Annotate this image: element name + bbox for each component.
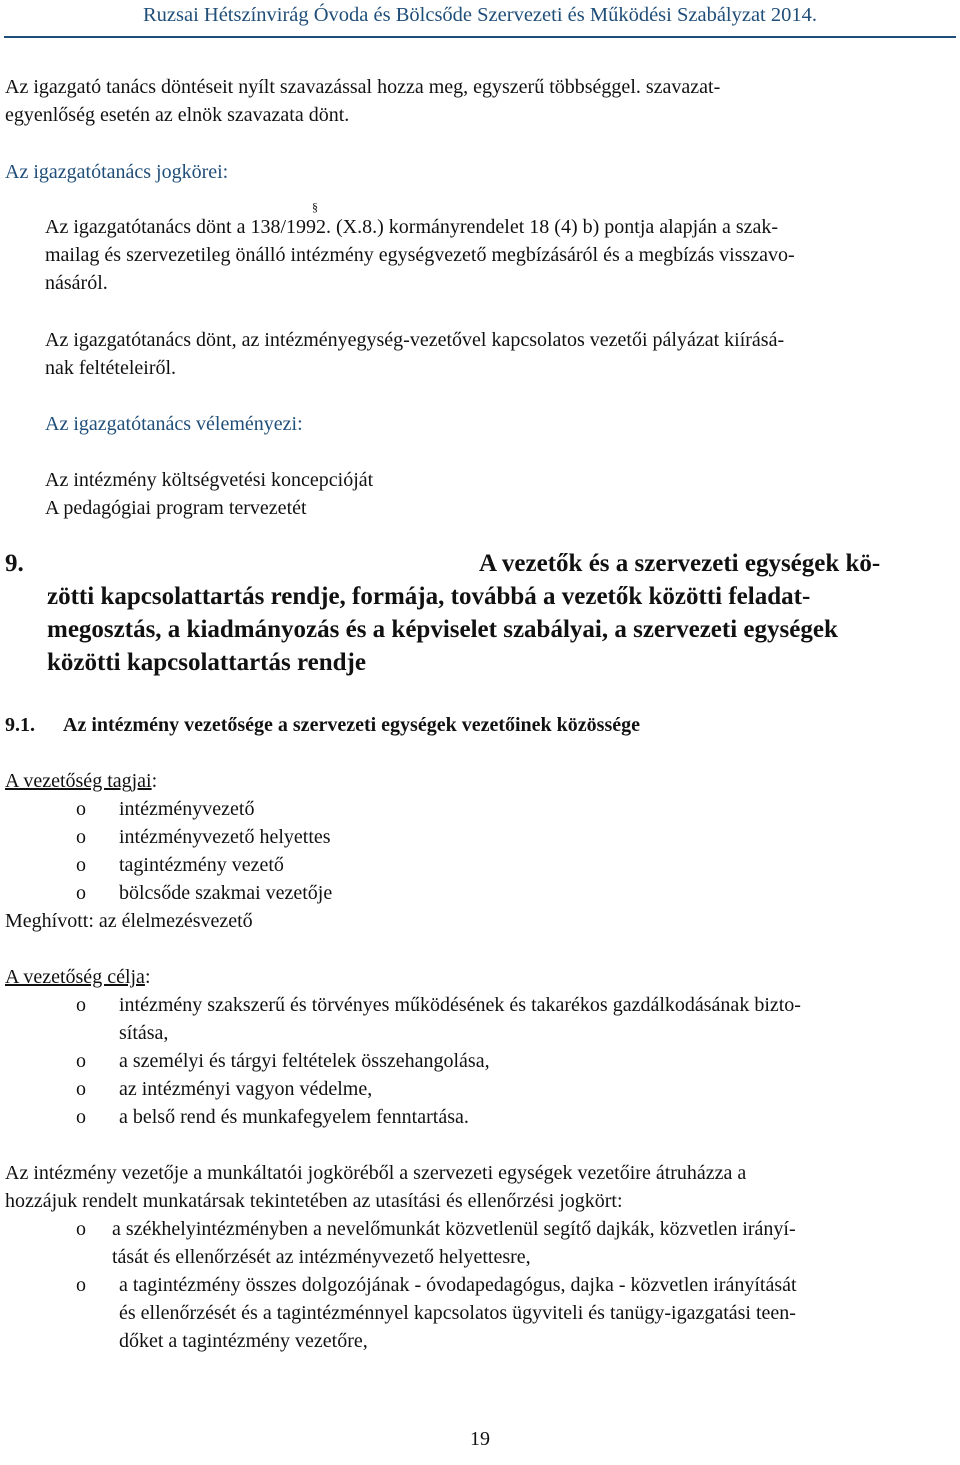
delegation-item-1-line-1: a székhelyintézményben a nevelőmunkát közvetlenül segítő dajkák, közvetlen irányí- xyxy=(112,1218,796,1240)
tagjai-item: intézményvezető xyxy=(119,798,255,820)
velemenyezi-item: A pedagógiai program tervezetét xyxy=(45,497,307,519)
delegation-item-2-line-1: a tagintézmény összes dolgozójának - óvodapedagógus, dajka - közvetlen irányítását xyxy=(119,1274,797,1296)
paragraph-4-line-1: Az intézmény vezetője a munkáltatói jogköréből a szervezeti egységek vezetőire átruházza a xyxy=(5,1162,747,1184)
section-9-1-number: 9.1. xyxy=(5,714,35,736)
paragraph-3-line-2: nak feltételeiről. xyxy=(45,357,177,379)
delegation-item-2-line-3: dőket a tagintézmény vezetőre, xyxy=(119,1330,368,1352)
bullet-icon: o xyxy=(76,854,86,876)
jogkorei-heading: Az igazgatótanács jogkörei: xyxy=(5,161,229,183)
bullet-icon: o xyxy=(76,882,86,904)
header-rule xyxy=(4,36,956,38)
paragraph-2-line-2: mailag és szervezetileg önálló intézmény egységvezető megbízásáról és a megbízás visszavo- xyxy=(45,244,795,266)
tagjai-heading-colon: : xyxy=(151,770,158,792)
celja-heading xyxy=(5,963,151,991)
bullet-icon: o xyxy=(76,798,86,820)
tagjai-heading xyxy=(5,767,157,795)
paragraph-1 xyxy=(5,73,955,129)
paragraph-3-line-1: Az igazgatótanács dönt, az intézményegység-vezetővel kapcsolatos vezetői pályázat kiírásá- xyxy=(45,329,785,351)
chapter-9-number: 9. xyxy=(5,550,24,577)
invited-line: Meghívott: az élelmezésvezető xyxy=(5,910,253,932)
tagjai-item: bölcsőde szakmai vezetője xyxy=(119,882,333,904)
velemenyezi-item: Az intézmény költségvetési koncepcióját xyxy=(45,469,374,491)
bullet-icon: o xyxy=(76,1218,86,1240)
bullet-icon: o xyxy=(76,826,86,848)
chapter-9-title-line-2: zötti kapcsolattartás rendje, formája, továbbá a vezetők közötti feladat- xyxy=(47,583,811,610)
chapter-9-title-line-1: A vezetők és a szervezeti egységek kö- xyxy=(479,550,881,577)
tagjai-heading-text: A vezetőség tagjai xyxy=(5,770,152,792)
page-number: 19 xyxy=(470,1428,490,1450)
paragraph-2-line-3: násáról. xyxy=(45,272,108,294)
celja-heading-text: A vezetőség célja xyxy=(5,966,145,988)
section-9-1-title: Az intézmény vezetősége a szervezeti egységek vezetőinek közössége xyxy=(63,714,640,736)
bullet-icon: o xyxy=(76,1078,86,1100)
page-header-title: Ruzsai Hétszínvirág Óvoda és Bölcsőde Szervezeti és Működési Szabályzat 2014. xyxy=(142,4,818,26)
delegation-item-2-line-2: és ellenőrzését és a tagintézménnyel kapcsolatos ügyviteli és tanügy-igazgatási teen- xyxy=(119,1302,796,1324)
celja-item-1-line-2: sítása, xyxy=(119,1022,169,1044)
paragraph-2-line-1-text: Az igazgatótanács dönt a 138/1992. (X.8.) kormányrendelet 18 (4) b) pontja alapján a szak- xyxy=(45,216,779,238)
paragraph-1-line-2: egyenlőség esetén az elnök szavazata dönt. xyxy=(5,104,350,126)
chapter-9-title-line-3: megosztás, a kiadmányozás és a képviselet szabályai, a szervezeti egységek xyxy=(47,616,838,643)
celja-item-4: a belső rend és munkafegyelem fenntartása. xyxy=(119,1106,469,1128)
tagjai-item: tagintézmény vezető xyxy=(119,854,284,876)
delegation-item-1-line-2: tását és ellenőrzését az intézményvezető helyettesre, xyxy=(112,1246,531,1268)
bullet-icon: o xyxy=(76,1274,86,1296)
chapter-9-title-line-4: közötti kapcsolattartás rendje xyxy=(47,649,366,676)
velemenyezi-heading: Az igazgatótanács véleményezi: xyxy=(45,413,303,435)
celja-item-3: az intézményi vagyon védelme, xyxy=(119,1078,373,1100)
celja-item-2: a személyi és tárgyi feltételek összehangolása, xyxy=(119,1050,490,1072)
paragraph-2-line-1 xyxy=(45,213,778,241)
bullet-icon: o xyxy=(76,1106,86,1128)
tagjai-item: intézményvezető helyettes xyxy=(119,826,331,848)
bullet-icon: o xyxy=(76,994,86,1016)
celja-heading-colon: : xyxy=(144,966,151,988)
paragraph-1-line-1: Az igazgató tanács döntéseit nyílt szavazással hozza meg, egyszerű többséggel. szavazat- xyxy=(5,76,721,98)
celja-item-1-line-1: intézmény szakszerű és törvényes működésének és takarékos gazdálkodásának bizto- xyxy=(119,994,801,1016)
bullet-icon: o xyxy=(76,1050,86,1072)
paragraph-4-line-2: hozzájuk rendelt munkatársak tekintetében az utasítási és ellenőrzési jogkört: xyxy=(5,1190,623,1212)
section-sign: § xyxy=(312,200,318,214)
